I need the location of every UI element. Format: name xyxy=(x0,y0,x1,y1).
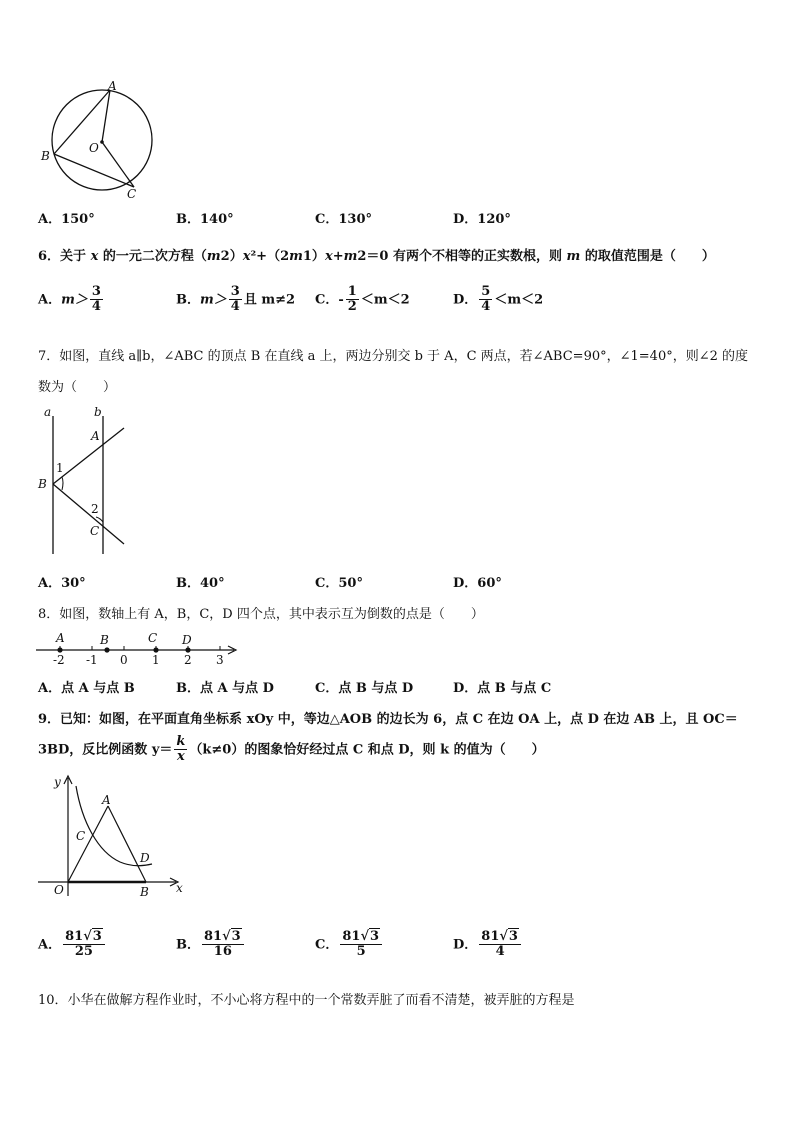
label-angle-1: 1 xyxy=(56,461,64,475)
q7-option-b[interactable]: B．40° xyxy=(176,576,225,591)
tick-label-2: 2 xyxy=(184,653,192,667)
q9-option-b[interactable]: B． $\frac{81√3}{16}$ xyxy=(176,930,246,960)
q8-number-line-figure xyxy=(36,628,241,668)
q9-stem-line2: 3BD，反比例函数 y＝ $\frac{k}{x}$ （k≠0）的图象恰好经过点 C 和点 D，则 k 的值为（ ） xyxy=(38,734,545,765)
chord-ba xyxy=(54,90,110,154)
point-c-dot xyxy=(153,647,158,652)
label-x: x xyxy=(176,881,183,895)
label-b-line: b xyxy=(94,405,102,419)
angle-1-arc xyxy=(62,477,63,490)
label-y: y xyxy=(54,775,61,789)
tick-label-1: 1 xyxy=(152,653,160,667)
q9-option-d[interactable]: D． $\frac{81√3}{4}$ xyxy=(453,930,523,960)
tick-label-neg1: -1 xyxy=(86,653,98,667)
point-a-dot xyxy=(57,647,62,652)
q6-option-a[interactable]: A．m＞ $\frac{3}{4}$ xyxy=(38,284,101,315)
q6-stem: 6．关于 x 的一元二次方程（m2）x²+（2m1）x+m2＝0 有两个不相等的正实数根，则 m 的取值范围是（ ） xyxy=(38,249,715,264)
q9-stem-line1: 9．已知：如图，在平面直角坐标系 xOy 中，等边△AOB 的边长为 6，点 C 在边 OA 上，点 D 在边 AB 上，且 OC＝ xyxy=(38,712,738,727)
label-a: A xyxy=(102,793,111,807)
label-b: B xyxy=(140,885,149,899)
q8-stem: 8．如图，数轴上有 A，B，C，D 四个点，其中表示互为倒数的点是（ ） xyxy=(38,607,484,622)
label-c: C xyxy=(76,829,86,843)
q9-option-a[interactable]: A． $\frac{81√3}{25}$ xyxy=(38,930,107,960)
point-a-label: A xyxy=(56,631,65,645)
label-a: A xyxy=(108,79,117,93)
label-angle-2: 2 xyxy=(91,502,99,516)
q8-option-b[interactable]: B．点 A 与点 D xyxy=(176,681,274,696)
label-a-line: a xyxy=(44,405,52,419)
point-b-label: B xyxy=(100,633,109,647)
label-c-point: C xyxy=(90,524,100,538)
label-o: O xyxy=(89,141,99,155)
q7-stem-line2: 数为（ ） xyxy=(38,380,117,395)
label-b-point: B xyxy=(38,477,47,491)
center-dot xyxy=(100,140,104,144)
q8-option-d[interactable]: D．点 B 与点 C xyxy=(453,681,552,696)
q7-stem-line1: 7．如图，直线 a∥b，∠ABC 的顶点 B 在直线 a 上，两边分别交 b 于 A，C 两点，若∠ABC=90°，∠1=40°，则∠2 的度 xyxy=(38,349,749,364)
q7-option-d[interactable]: D．60° xyxy=(453,576,502,591)
q7-option-a[interactable]: A．30° xyxy=(38,576,86,591)
point-b-dot xyxy=(104,647,109,652)
label-d: D xyxy=(140,851,150,865)
q6-option-d[interactable]: D． $\frac{5}{4}$ ＜m＜2 xyxy=(453,284,544,315)
point-d-dot xyxy=(185,647,190,652)
label-c: C xyxy=(127,187,137,200)
q7-parallel-lines-figure xyxy=(36,404,132,556)
q6-option-b[interactable]: B．m＞ $\frac{3}{4}$ 且 m≠2 xyxy=(176,284,296,315)
q5-option-c[interactable]: C．130° xyxy=(315,212,372,227)
label-o: O xyxy=(54,883,64,897)
tick-label-neg2: -2 xyxy=(53,653,65,667)
point-d-label: D xyxy=(182,633,192,647)
q5-option-a[interactable]: A．150° xyxy=(38,212,95,227)
q8-option-a[interactable]: A．点 A 与点 B xyxy=(38,681,135,696)
q5-option-b[interactable]: B．140° xyxy=(176,212,234,227)
q5-option-d[interactable]: D．120° xyxy=(453,212,511,227)
tick-label-3: 3 xyxy=(216,653,224,667)
segment-ab xyxy=(108,806,146,882)
q7-option-c[interactable]: C．50° xyxy=(315,576,363,591)
ray-ba xyxy=(53,428,124,484)
segment-oa xyxy=(68,806,108,882)
q5-circle-figure xyxy=(38,78,158,200)
tick-label-0: 0 xyxy=(120,653,128,667)
q9-option-c[interactable]: C． $\frac{81√3}{5}$ xyxy=(315,930,384,960)
q6-option-c[interactable]: C．- $\frac{1}{2}$ ＜m＜2 xyxy=(315,284,410,315)
point-c-label: C xyxy=(148,631,158,645)
label-a-point: A xyxy=(91,429,100,443)
q10-stem: 10．小华在做解方程作业时，不小心将方程中的一个常数弄脏了而看不清楚，被弄脏的方程是 xyxy=(38,993,575,1008)
q8-option-c[interactable]: C．点 B 与点 D xyxy=(315,681,414,696)
q9-coordinate-figure xyxy=(36,772,186,900)
ray-bc xyxy=(53,484,124,544)
label-b: B xyxy=(41,149,50,163)
